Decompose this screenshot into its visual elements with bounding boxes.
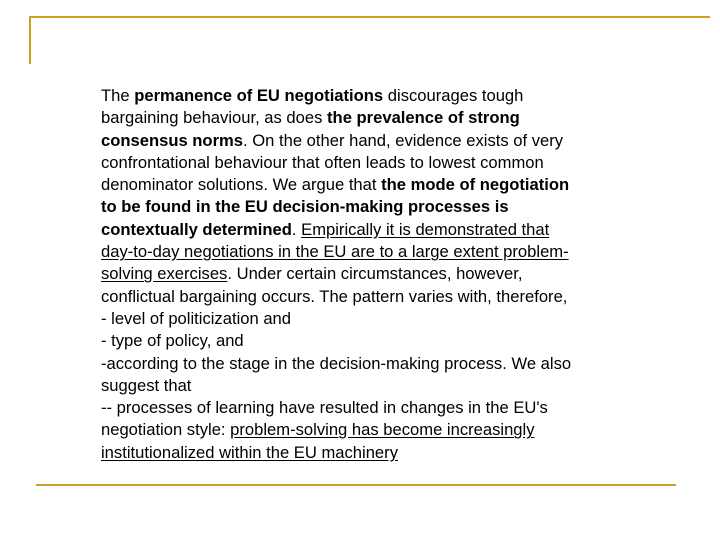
text-run: bargaining behaviour, as does — [101, 108, 328, 128]
text-line — [101, 353, 631, 375]
text-line — [101, 174, 631, 196]
text-line — [101, 219, 631, 241]
underlined-phrase: solving exercises — [101, 264, 228, 284]
text-run: negotiation style: — [101, 420, 231, 440]
underlined-phrase: day-to-day negotiations in the EU are to a large extent problem- — [101, 242, 569, 262]
text-line — [101, 330, 631, 352]
text-run: conflictual bargaining occurs. The pattern varies with, therefore, — [101, 286, 568, 306]
text-run: suggest that — [101, 375, 192, 395]
list-item: - level of politicization and — [101, 308, 292, 328]
text-line — [101, 397, 631, 419]
underlined-phrase: Empirically it is demonstrated that — [301, 219, 550, 239]
text-run: . Under certain circumstances, however, — [227, 264, 523, 284]
abstract-paragraph — [101, 85, 631, 464]
text-run: discourages tough — [383, 86, 524, 105]
text-line — [101, 419, 631, 441]
text-line — [101, 375, 631, 397]
underlined-phrase: problem-solving has become increasingly — [230, 420, 535, 440]
text-run: denominator solutions. We argue that — [101, 175, 382, 195]
text-line — [101, 263, 631, 285]
bold-phrase: the prevalence of strong — [327, 108, 520, 128]
text-line — [101, 308, 631, 330]
bold-phrase: contextually determined — [101, 219, 292, 239]
text-line — [101, 442, 631, 464]
text-line — [101, 196, 631, 218]
bold-phrase: permanence of EU negotiations — [134, 86, 384, 105]
text-line — [101, 85, 631, 107]
list-item: -- processes of learning have resulted in changes in the EU's — [101, 398, 548, 418]
frame-accent-vertical-line — [29, 16, 31, 64]
text-line — [101, 286, 631, 308]
bold-phrase: consensus norms — [101, 130, 244, 150]
text-run: . — [291, 219, 302, 239]
bold-phrase: the mode of negotiation — [381, 175, 570, 195]
list-item: -according to the stage in the decision-making process. We also — [101, 353, 572, 373]
bold-phrase: to be found in the EU decision-making processes is — [101, 197, 509, 217]
list-item: - type of policy, and — [101, 331, 244, 351]
underlined-phrase: institutionalized within the EU machinery — [101, 442, 398, 462]
text-run: . On the other hand, evidence exists of very — [243, 130, 564, 150]
text-line — [101, 130, 631, 152]
text-line — [101, 107, 631, 129]
text-run: The — [101, 86, 135, 105]
text-run: confrontational behaviour that often leads to lowest common — [101, 152, 544, 172]
text-line — [101, 152, 631, 174]
text-line — [101, 241, 631, 263]
frame-accent-bottom-line — [36, 484, 676, 486]
frame-accent-top-line — [29, 16, 710, 18]
